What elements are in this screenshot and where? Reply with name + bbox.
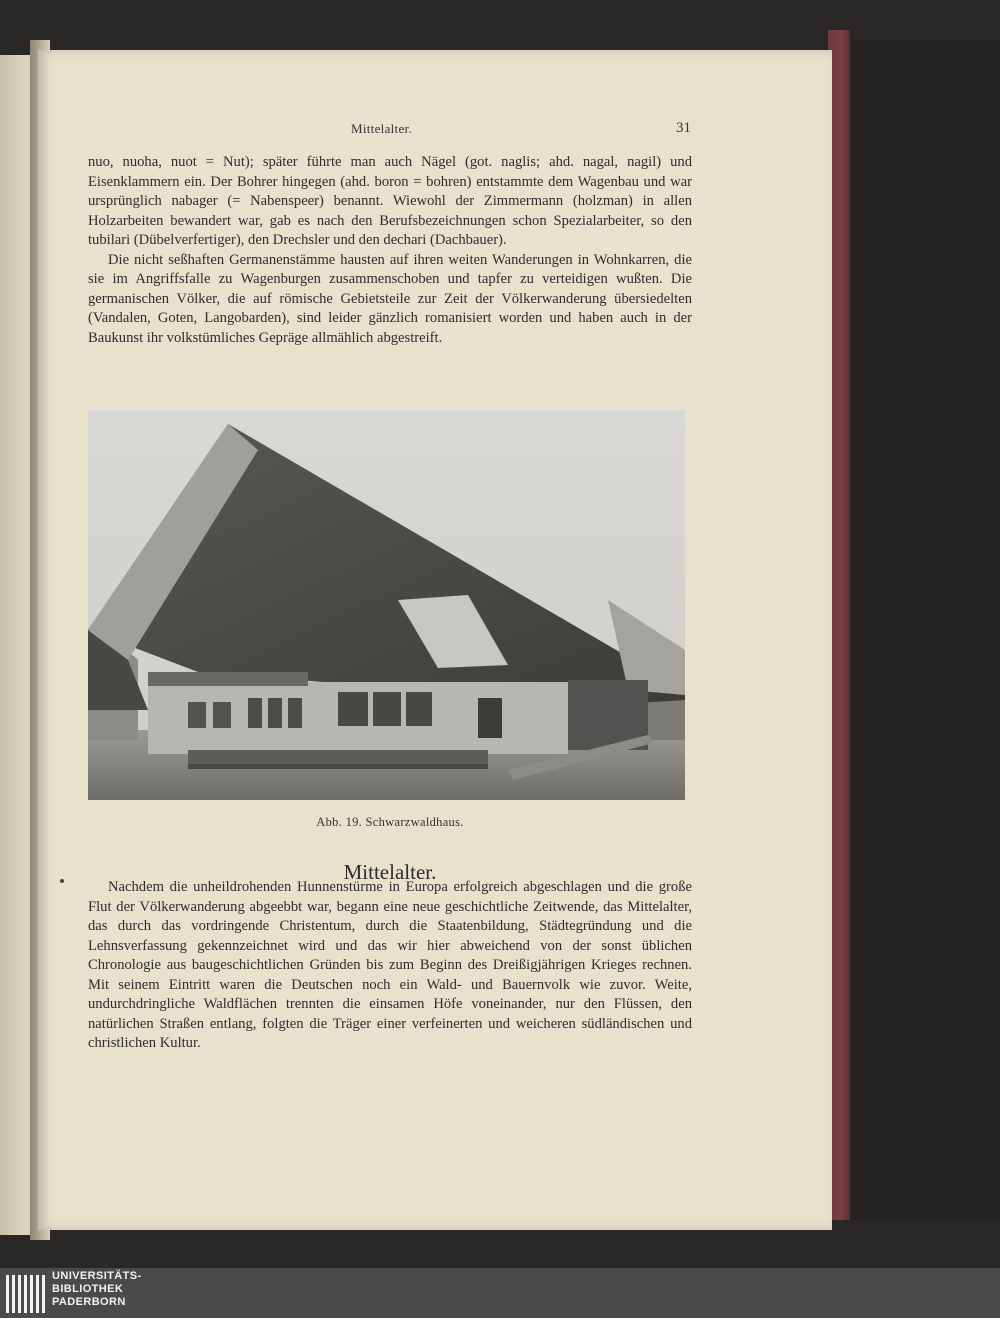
running-title: Mittelalter. bbox=[351, 121, 413, 136]
library-footer-bar bbox=[0, 1268, 1000, 1318]
library-logo-icon bbox=[6, 1275, 46, 1313]
figure-photo-black-forest-house bbox=[88, 410, 685, 800]
page-number: 31 bbox=[676, 120, 691, 136]
running-head bbox=[38, 121, 832, 145]
logo-line: PADERBORN bbox=[52, 1296, 126, 1308]
paragraph: Die nicht seßhaften Germanenstämme hausten auf ihren weiten Wanderungen in Wohnkarren, die sie im Angriffsfalle zu Wagenburgen zusammenschoben und tapfer zu verteidigen wußten. Die germanischen Völker, die auf römische Gebietsteile zur Zeit der Völkerwanderung übersiedelten (Vandalen, Goten, Langobarden), sind leider gänzlich romanisiert worden und haben auch in der Baukunst ihr volkstümliches Gepräge allmählich abgestreift. bbox=[88, 251, 692, 346]
figure-caption: Abb. 19. Schwarzwaldhaus. bbox=[316, 815, 464, 829]
logo-line: UNIVERSITÄTS- bbox=[52, 1270, 142, 1282]
body-text-bottom bbox=[88, 878, 692, 1054]
library-logo-text bbox=[52, 1270, 142, 1309]
book-page bbox=[38, 50, 832, 1230]
section-heading: Mittelalter. bbox=[343, 860, 437, 884]
paragraph: Nachdem die unheildrohenden Hunnenstürme in Europa erfolgreich abgeschlagen und die große Flut der Völkerwanderung abgeebbt war, begann eine neue geschichtliche Zeitwende, das Mittelalter, das durch das vordringende Christentum, durch die Staatenbildung, Städtegründung und die Lehnsverfassung gekennzeichnet wird und das wir hier abweichend von der sonst üblichen Chronologie aus baugeschichtlichen Gründen bis zum Beginn des Dreißigjährigen Krieges rechnen. Mit seinem Eintritt waren die Deutschen noch ein Wald- und Bauernvolk wie zuvor. Weite, undurchdringliche Waldflächen trennten die einsamen Höfe voneinander, nur den Flüssen, den natürlichen Straßen entlang, folgten die Träger einer verfeinerten und weicheren südländischen und christlichen Kultur. bbox=[88, 879, 692, 1051]
logo-line: BIBLIOTHEK bbox=[52, 1283, 124, 1295]
paragraph: nuo, nuoha, nuot = Nut); später führte man auch Nägel (got. naglis; ahd. nagal, nagil) und Eisenklammern ein. Der Bohrer hingegen (ahd. boron = bohren) entstammte dem Wagenbau und war ursprünglich nabager (= Nabenspeer) benannt. Wiewohl der Zimmermann (holzman) in allen Holzarbeiten bewandert war, gab es nach den Berufsbezeichnungen schon Spezialarbeiter, so den tubilari (Dübelverfertiger), den Drechsler und den dechari (Dachbauer). bbox=[88, 154, 692, 248]
house-photo-icon bbox=[88, 410, 685, 800]
body-text-top bbox=[88, 153, 692, 348]
background-right bbox=[850, 40, 1000, 1220]
